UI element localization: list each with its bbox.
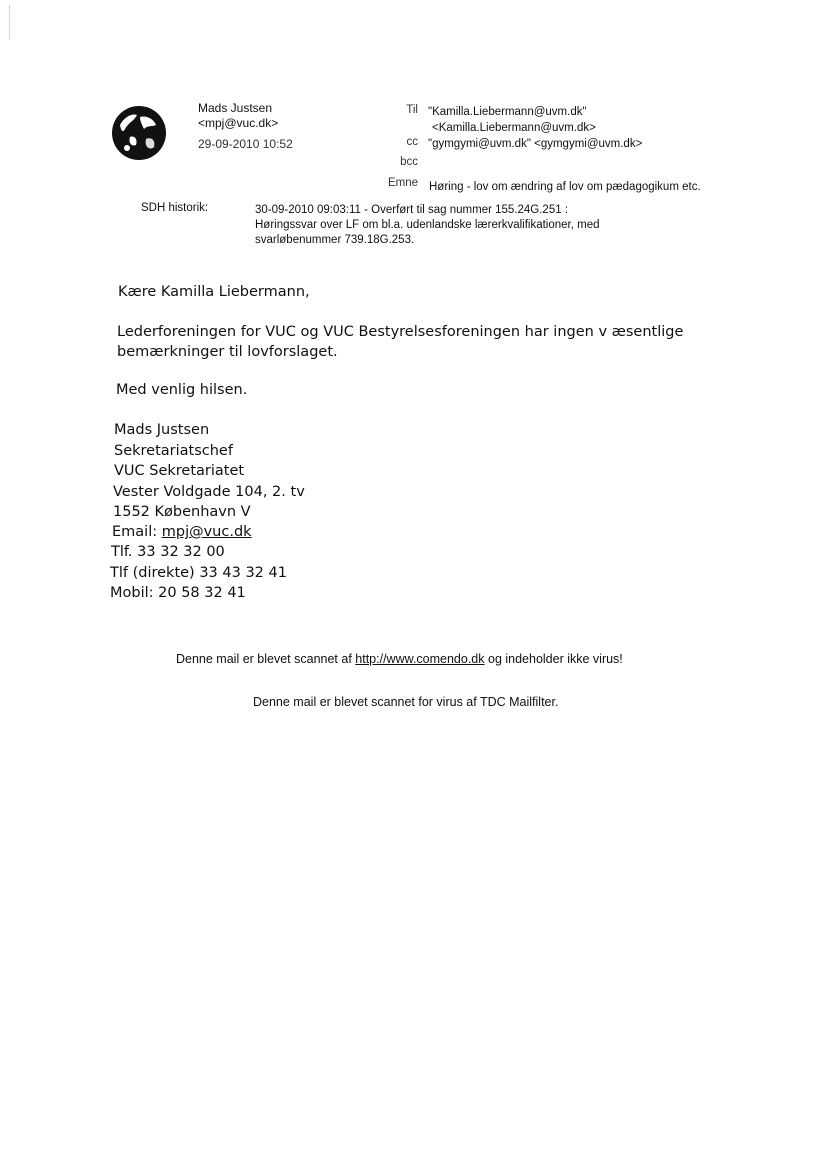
sender-name: Mads Justsen xyxy=(198,101,273,115)
subject-label: Emne xyxy=(387,177,418,189)
signature-org: VUC Sekretariatet xyxy=(114,463,245,479)
to-value-line-1: "Kamilla.Liebermann@uvm.dk" xyxy=(428,106,587,118)
history-line-2: Høringssvar over LF om bl.a. udenlandske lærerkvalifikationer, med xyxy=(255,219,600,231)
cc-value: "gymgymi@uvm.dk" <gymgymi@uvm.dk> xyxy=(428,138,643,150)
globe-avatar-icon xyxy=(110,103,168,163)
signature-email-line xyxy=(112,522,252,542)
to-label: Til xyxy=(406,104,418,116)
history-label: SDH historik: xyxy=(141,202,209,214)
paragraph-line-2: bemærkninger til lovforslaget. xyxy=(117,344,338,360)
signature-email-link[interactable]: mpj@vuc.dk xyxy=(161,524,252,540)
signature-title: Sekretariatschef xyxy=(114,443,233,459)
comendo-notice-post: og indeholder ikke virus! xyxy=(484,652,623,666)
signature-address-2: 1552 København V xyxy=(113,504,251,520)
signature-name: Mads Justsen xyxy=(114,422,210,438)
subject-value: Høring - lov om ændring af lov om pædagogikum etc. xyxy=(429,181,701,193)
history-line-1: 30-09-2010 09:03:11 - Overført til sag nummer 155.24G.251 : xyxy=(255,204,569,216)
paragraph-line-1: Lederforeningen for VUC og VUC Bestyrelsesforeningen har ingen v æsentlige xyxy=(117,324,684,340)
cc-label: cc xyxy=(406,136,418,148)
tdc-scan-notice: Denne mail er blevet scannet for virus af TDC Mailfilter. xyxy=(253,695,559,709)
comendo-scan-notice xyxy=(176,652,623,666)
signature-direct-phone: Tlf (direkte) 33 43 32 41 xyxy=(110,565,287,581)
signature-phone: Tlf. 33 32 32 00 xyxy=(111,544,225,560)
signature-mobile: Mobil: 20 58 32 41 xyxy=(110,585,246,601)
bcc-label: bcc xyxy=(400,156,418,168)
signature-email-label: Email: xyxy=(112,524,162,540)
signature-address-1: Vester Voldgade 104, 2. tv xyxy=(113,484,305,500)
to-value-line-2: <Kamilla.Liebermann@uvm.dk> xyxy=(432,122,596,134)
comendo-link[interactable]: http://www.comendo.dk xyxy=(355,652,485,666)
history-line-3: svarløbenummer 739.18G.253. xyxy=(255,234,415,246)
scan-margin-mark xyxy=(9,6,11,40)
greeting: Kære Kamilla Liebermann, xyxy=(118,284,310,300)
sent-date: 29-09-2010 10:52 xyxy=(198,137,293,151)
closing: Med venlig hilsen. xyxy=(116,382,248,398)
sender-email: <mpj@vuc.dk> xyxy=(198,116,279,130)
comendo-notice-pre: Denne mail er blevet scannet af xyxy=(176,652,356,666)
